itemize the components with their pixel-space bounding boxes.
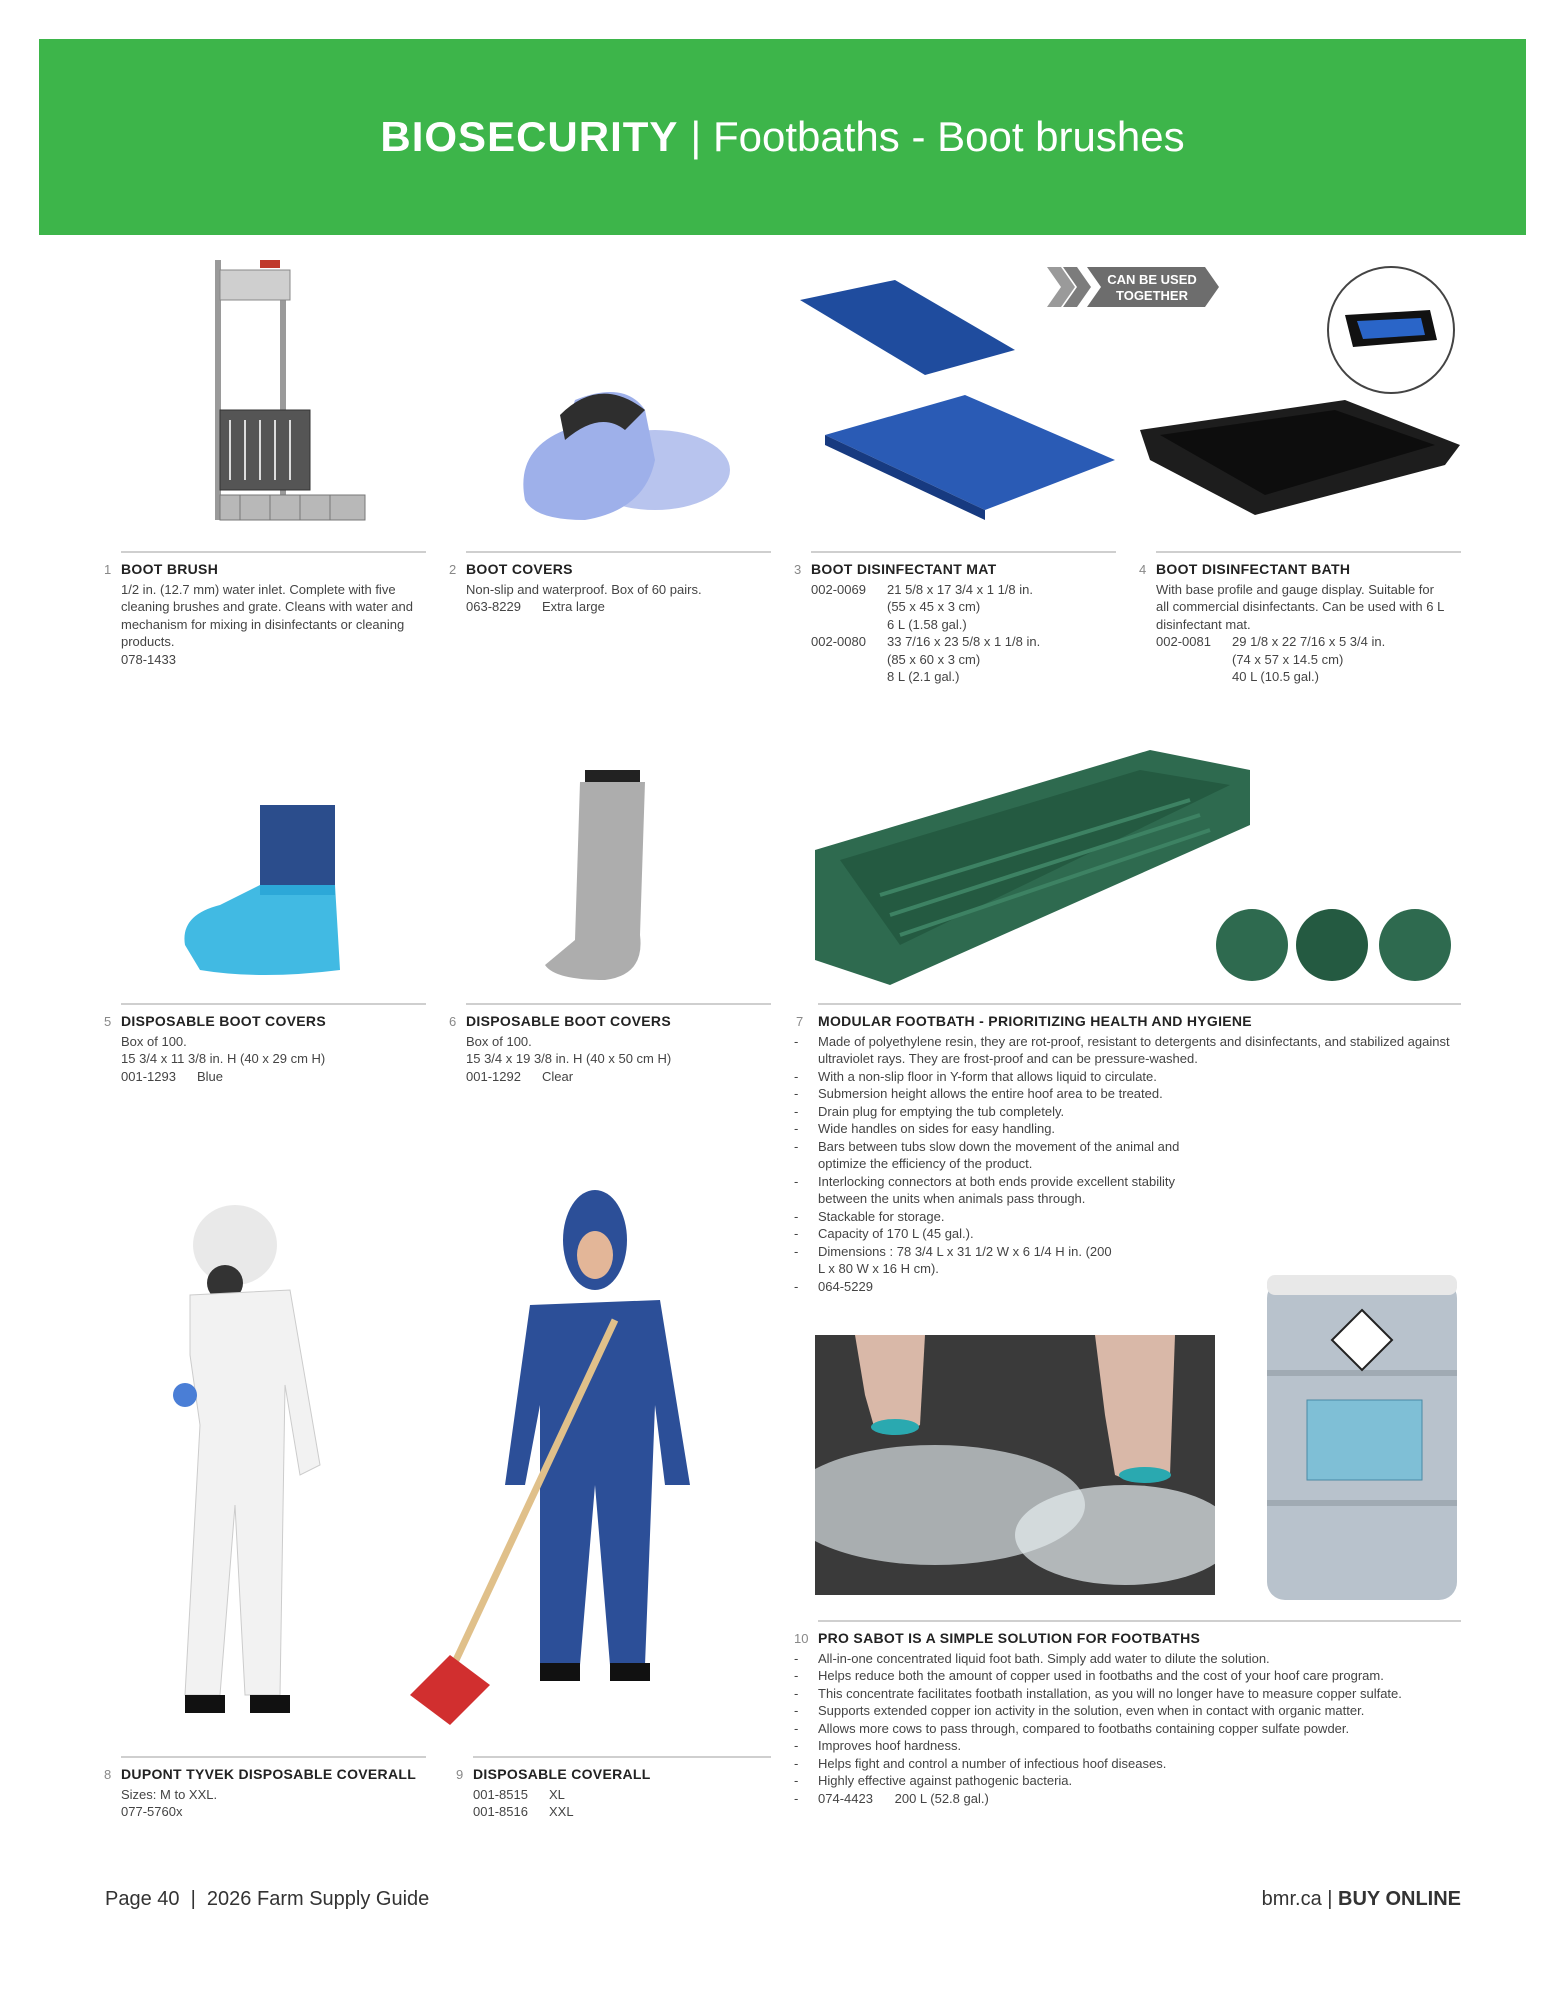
product-size: 40 L (10.5 gal.) xyxy=(1232,669,1319,684)
product-size: Extra large xyxy=(542,599,605,614)
product-number: 7 xyxy=(796,1014,804,1029)
footer-links xyxy=(1262,1888,1461,1911)
product-title: DISPOSABLE COVERALL xyxy=(473,1766,651,1782)
feature-item: - Capacity of 170 L (45 gal.). xyxy=(794,1225,1461,1243)
product-5-description xyxy=(104,1003,426,1085)
badge-line-1: CAN BE USED xyxy=(1107,272,1197,287)
product-row xyxy=(1156,633,1461,651)
product-code: 001-8516 xyxy=(473,1804,528,1819)
product-row xyxy=(466,1068,771,1086)
feature-item: - Made of polyethylene resin, they are rot-proof, resistant to detergents and disinfectants, and stabilized against ultraviolet rays. They are frost-proof and can be pressure-washed. xyxy=(794,1033,1461,1068)
product-text: Sizes: M to XXL. xyxy=(121,1786,218,1802)
product-title: DISPOSABLE BOOT COVERS xyxy=(466,1013,671,1029)
product-text: With base profile and gauge display. Suitable for xyxy=(1156,581,1434,597)
feature-item: - All-in-one concentrated liquid foot bath. Simply add water to dilute the solution. xyxy=(794,1650,1461,1668)
footer-site-link[interactable]: bmr.ca | xyxy=(1261,1888,1333,1910)
hoof-footbath-photo xyxy=(815,1335,1215,1595)
page-header-banner xyxy=(39,39,1526,235)
product-1-description xyxy=(104,551,426,668)
product-title: DUPONT TYVEK DISPOSABLE COVERALL xyxy=(121,1766,417,1782)
feature-item: - Wide handles on sides for easy handling. xyxy=(794,1120,1461,1138)
product-code: 001-8515 xyxy=(473,1786,528,1802)
product-row xyxy=(121,1068,426,1086)
product-2-description xyxy=(449,551,771,616)
product-row xyxy=(466,598,771,616)
product-text: Non-slip and waterproof. Box of 60 pairs. xyxy=(466,581,702,597)
product-row xyxy=(473,1803,771,1821)
product-code: 002-0080 xyxy=(811,634,866,649)
clear-boot-covers-image xyxy=(535,770,665,985)
product-title: BOOT DISINFECTANT MAT xyxy=(811,561,997,577)
product-4-description xyxy=(1139,551,1461,686)
feature-item: - Supports extended copper ion activity in the solution, even when in contact with organic matter. xyxy=(794,1702,1461,1720)
product-row xyxy=(1156,668,1461,686)
product-number: 6 xyxy=(449,1014,457,1029)
product-row xyxy=(811,633,1116,651)
product-code: 063-8229 xyxy=(466,599,521,614)
product-text: 1/2 in. (12.7 mm) water inlet. Complete with five xyxy=(121,581,396,597)
product-title: BOOT COVERS xyxy=(466,561,573,577)
product-8-description xyxy=(104,1756,426,1821)
product-size: 33 7/16 x 23 5/8 x 1 1/8 in. xyxy=(887,634,1041,649)
feature-item: - Bars between tubs slow down the movement of the animal and optimize the efficiency of the product. xyxy=(794,1138,1188,1173)
product-size: 29 1/8 x 22 7/16 x 5 3/4 in. xyxy=(1232,634,1386,649)
product-size: (55 x 45 x 3 cm) xyxy=(887,599,981,614)
product-10-description xyxy=(794,1620,1461,1807)
product-code: 001-1292 xyxy=(466,1068,521,1084)
product-row xyxy=(811,668,1116,686)
product-row xyxy=(473,1786,771,1804)
feature-item: - Improves hoof hardness. xyxy=(794,1737,1461,1755)
product-number: 4 xyxy=(1139,562,1147,577)
product-code: 001-1293 xyxy=(121,1068,176,1084)
feature-item: - Highly effective against pathogenic bacteria. xyxy=(794,1772,1461,1790)
product-text: cleaning brushes and grate. Cleans with water and xyxy=(121,599,413,614)
product-3-description xyxy=(794,551,1116,686)
product-color: Blue xyxy=(197,1068,224,1084)
product-text: products. xyxy=(121,634,175,649)
product-size: XXL xyxy=(549,1804,574,1819)
product-text: mechanism for mixing in disinfectants or cleaning xyxy=(121,616,405,632)
product-row xyxy=(811,616,1116,634)
product-text: all commercial disinfectants. Can be used with 6 L xyxy=(1156,599,1445,614)
product-number: 8 xyxy=(104,1767,112,1782)
footer-page-info: Page 40 | 2026 Farm Supply Guide xyxy=(105,1888,430,1910)
feature-item: - Drain plug for emptying the tub completely. xyxy=(794,1103,1461,1121)
feature-item: - Allows more cows to pass through, compared to footbaths containing copper sulfate powder. xyxy=(794,1720,1461,1738)
product-text: 15 3/4 x 11 3/8 in. H (40 x 29 cm H) xyxy=(121,1051,326,1066)
tyvek-coverall-image xyxy=(160,1205,340,1725)
feature-item: - Submersion height allows the entire hoof area to be treated. xyxy=(794,1085,1461,1103)
product-number: 1 xyxy=(104,562,112,577)
product-size: XL xyxy=(549,1786,565,1802)
badge-line-2: TOGETHER xyxy=(1116,288,1188,303)
product-text: Box of 100. xyxy=(121,1033,187,1049)
product-size: (74 x 57 x 14.5 cm) xyxy=(1232,651,1344,667)
section-subtitle: | Footbaths - Boot brushes xyxy=(690,113,1185,160)
product-title: PRO SABOT IS A SIMPLE SOLUTION FOR FOOTBATHS xyxy=(818,1630,1201,1646)
product-number: 3 xyxy=(794,562,802,577)
product-code: - 064-5229 xyxy=(794,1278,1461,1296)
product-row xyxy=(811,651,1116,669)
product-number: 5 xyxy=(104,1014,112,1029)
product-title: MODULAR FOOTBATH - PRIORITIZING HEALTH AND HYGIENE xyxy=(818,1013,1252,1029)
product-number: 9 xyxy=(456,1767,464,1782)
feature-item: - Helps reduce both the amount of copper used in footbaths and the cost of your hoof care program. xyxy=(794,1667,1461,1685)
product-code: - 074-4423 200 L (52.8 gal.) xyxy=(794,1790,1461,1808)
feature-item: - Dimensions : 78 3/4 L x 31 1/2 W x 6 1/4 H in. (200 L x 80 W x 16 H cm). xyxy=(794,1243,1118,1278)
feature-item: - With a non-slip floor in Y-form that allows liquid to circulate. xyxy=(794,1068,1461,1086)
product-9-description xyxy=(456,1756,771,1821)
feature-item: - Helps fight and control a number of infectious hoof diseases. xyxy=(794,1755,1461,1773)
product-title: BOOT BRUSH xyxy=(121,561,219,577)
product-size: 21 5/8 x 17 3/4 x 1 1/8 in. xyxy=(887,581,1033,597)
feature-item: - Stackable for storage. xyxy=(794,1208,1461,1226)
product-row xyxy=(811,598,1116,616)
section-title: BIOSECURITY xyxy=(380,113,679,160)
boot-brush-image xyxy=(200,250,380,540)
product-code: 077-5760x xyxy=(121,1804,183,1819)
feature-item: - This concentrate facilitates footbath installation, as you will no longer have to measure copper sulfate. xyxy=(794,1685,1461,1703)
pro-sabot-barrel-image xyxy=(1262,1270,1462,1610)
product-row xyxy=(811,581,1116,599)
product-text: disinfectant mat. xyxy=(1156,616,1251,632)
product-title: BOOT DISINFECTANT BATH xyxy=(1156,561,1351,577)
product-row xyxy=(1156,651,1461,669)
product-code: 078-1433 xyxy=(121,651,176,667)
product-size: 6 L (1.58 gal.) xyxy=(887,616,967,632)
product-number: 2 xyxy=(449,562,457,577)
product-text: 15 3/4 x 19 3/8 in. H (40 x 50 cm H) xyxy=(466,1051,672,1066)
product-7-description xyxy=(796,1003,1461,1295)
blue-coverall-image xyxy=(410,1185,710,1725)
product-number: 10 xyxy=(794,1631,809,1646)
disinfectant-mat-image xyxy=(795,275,1125,535)
product-6-description xyxy=(449,1003,771,1085)
product-code: 002-0069 xyxy=(811,581,866,597)
feature-list xyxy=(818,1033,1461,1296)
product-code: 002-0081 xyxy=(1156,634,1211,649)
product-size: (85 x 60 x 3 cm) xyxy=(887,651,981,667)
buy-online-link[interactable]: BUY ONLINE xyxy=(1338,1888,1461,1910)
blue-boot-covers-image xyxy=(180,805,350,985)
boot-covers-image xyxy=(505,370,735,525)
disinfectant-bath-image xyxy=(1135,265,1470,545)
product-size: 8 L (2.1 gal.) xyxy=(887,669,960,684)
product-text: Box of 100. xyxy=(466,1033,532,1049)
feature-item: - Interlocking connectors at both ends provide excellent stability between the units when animals pass through. xyxy=(794,1173,1208,1208)
product-title: DISPOSABLE BOOT COVERS xyxy=(121,1013,326,1029)
feature-list xyxy=(818,1650,1461,1808)
product-color: Clear xyxy=(542,1068,574,1084)
modular-footbath-image xyxy=(810,745,1455,990)
